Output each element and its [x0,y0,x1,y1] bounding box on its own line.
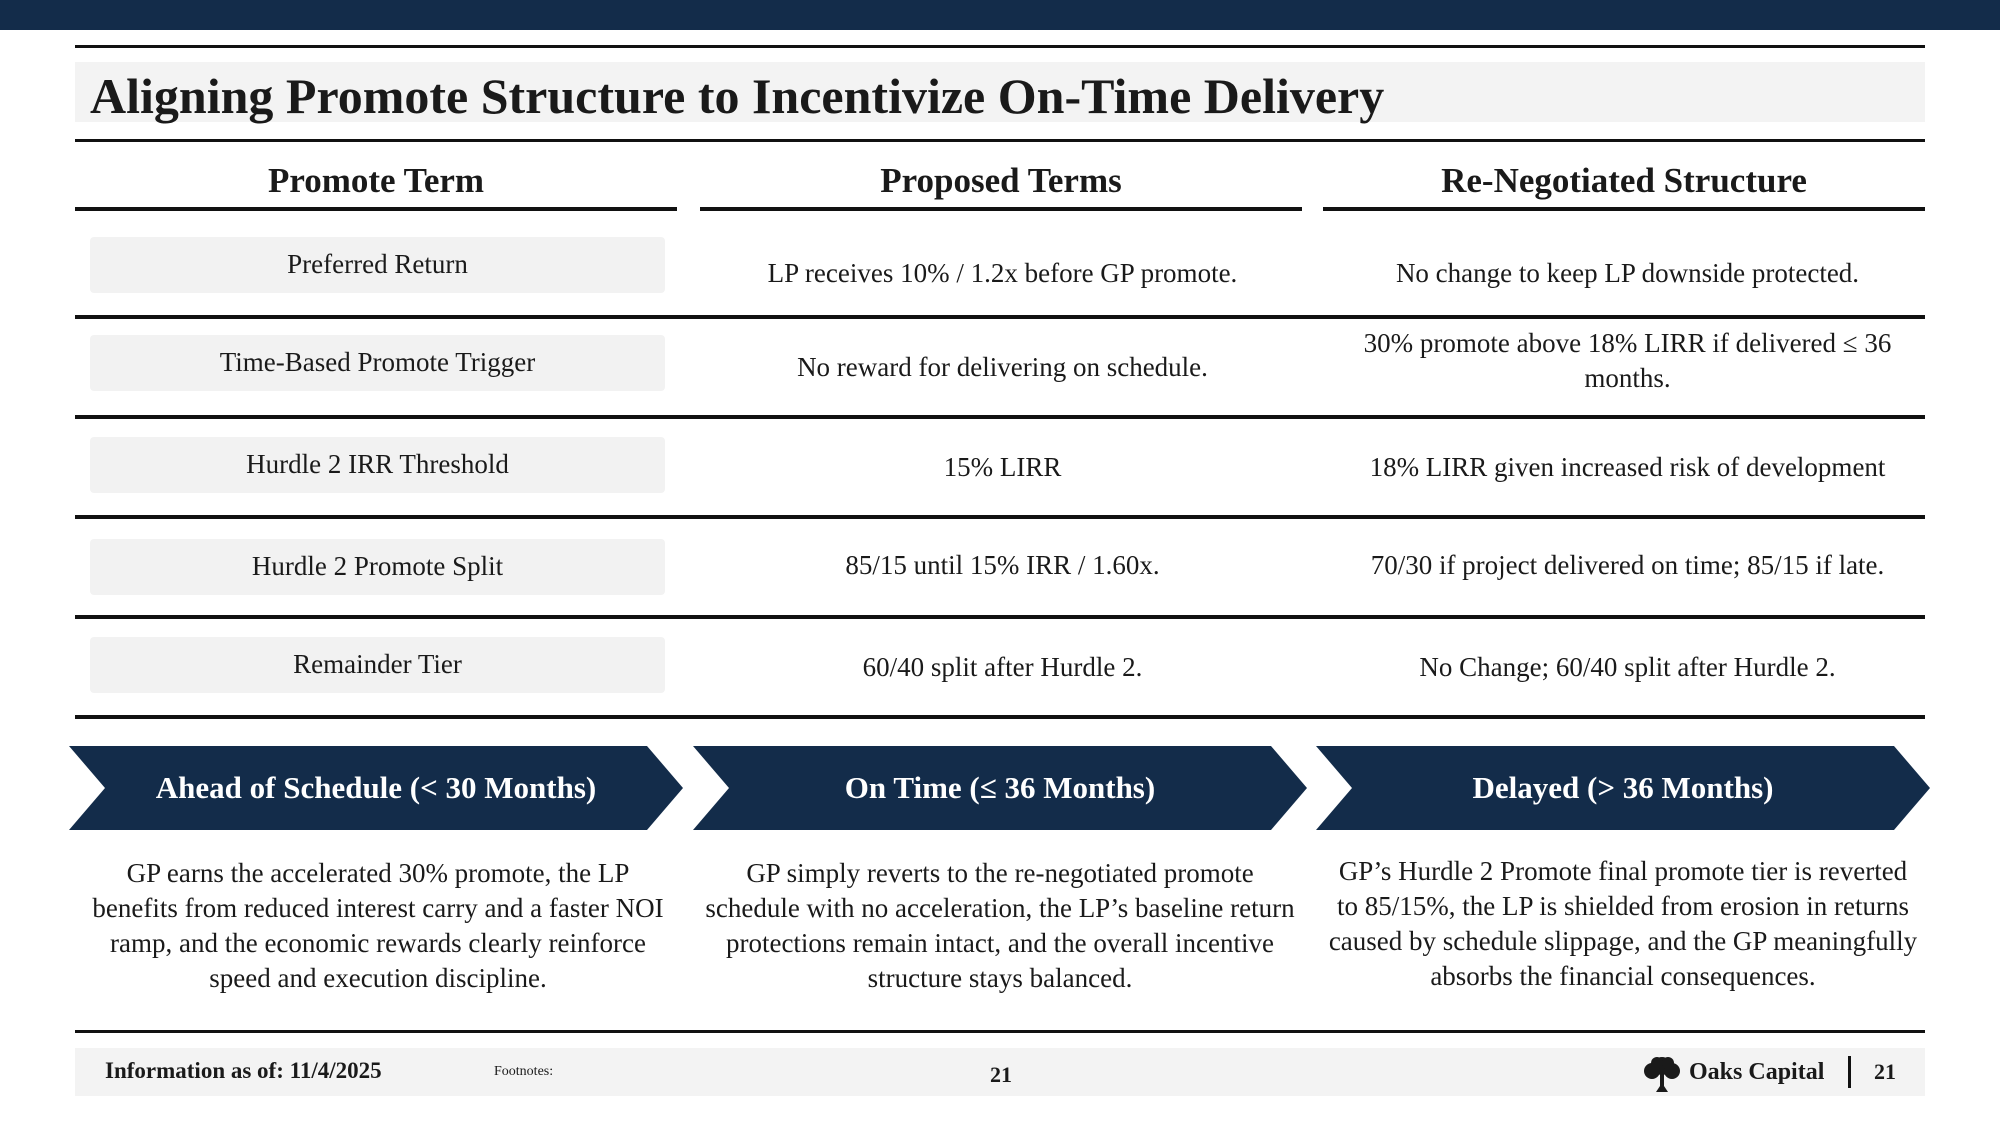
title-top-rule [75,45,1925,48]
footer-top-rule [75,1030,1925,1033]
scenario-label: Ahead of Schedule (< 30 Months) [155,770,597,805]
footer-page-number-center: 21 [990,1062,1012,1087]
row-term-label: Hurdle 2 Promote Split [90,539,665,595]
row-renegotiated-cell: 70/30 if project delivered on time; 85/15 if late. [1370,549,1885,580]
footer-footnotes: Footnotes: [494,1064,554,1079]
table-row [75,619,1925,719]
row-proposed-cell: 15% LIRR [943,451,1062,482]
footer-divider [1848,1056,1851,1088]
scenario-description-delayed: GP’s Hurdle 2 Promote final promote tier is reverted to 85/15%, the LP is shielded from erosion in returns caused by schedule slippage, and the GP meaningfully absorbs the financial consequences. [1328,856,1918,991]
column-header-renegotiated: Re-Negotiated Structure [1323,155,1925,211]
row-renegotiated-cell: No Change; 60/40 split after Hurdle 2. [1419,651,1836,682]
row-renegotiated-cell: 18% LIRR given increased risk of development [1369,451,1886,482]
scenario-chevron-on-time [693,746,1307,830]
footer-brand-name: Oaks Capital [1689,1059,1825,1085]
row-renegotiated-cell: 30% promote above 18% LIRR if delivered ≤ 36 months. [1363,328,1892,393]
oak-tree-icon [1642,1054,1682,1094]
scenario-description-ahead: GP earns the accelerated 30% promote, the LP benefits from reduced interest carry and a faster NOI ramp, and the economic rewards clearly reinforce speed and execution discipline. [92,858,664,993]
row-proposed-cell: 85/15 until 15% IRR / 1.60x. [845,549,1160,580]
row-term-label: Preferred Return [90,237,665,293]
footer-info-date: Information as of: 11/4/2025 [105,1058,382,1083]
title-bottom-rule [75,139,1925,142]
table-row [75,519,1925,619]
table-row [75,219,1925,319]
row-term-label: Hurdle 2 IRR Threshold [90,437,665,493]
page-title: Aligning Promote Structure to Incentivize On-Time Delivery [90,68,1385,124]
row-proposed-cell: LP receives 10% / 1.2x before GP promote. [767,257,1238,288]
scenario-chevron-delayed [1316,746,1930,830]
row-proposed-cell: No reward for delivering on schedule. [797,351,1208,382]
top-accent-bar [0,0,2000,30]
scenario-label: On Time (≤ 36 Months) [844,770,1156,805]
scenario-description-on-time: GP simply reverts to the re-negotiated promote schedule with no acceleration, the LP’s baseline return protections remain intact, and the overall incentive structure stays balanced. [705,858,1295,993]
table-row [75,419,1925,519]
scenario-chevron-ahead [69,746,683,830]
column-header-proposed: Proposed Terms [700,155,1302,211]
table-row [75,319,1925,419]
scenario-label: Delayed (> 36 Months) [1472,770,1774,805]
footer-page-number: 21 [1874,1059,1896,1084]
row-term-label: Remainder Tier [90,637,665,693]
row-term-label: Time-Based Promote Trigger [90,335,665,391]
row-proposed-cell: 60/40 split after Hurdle 2. [862,651,1143,682]
row-renegotiated-cell: No change to keep LP downside protected. [1395,257,1860,288]
column-header-term: Promote Term [75,155,677,211]
